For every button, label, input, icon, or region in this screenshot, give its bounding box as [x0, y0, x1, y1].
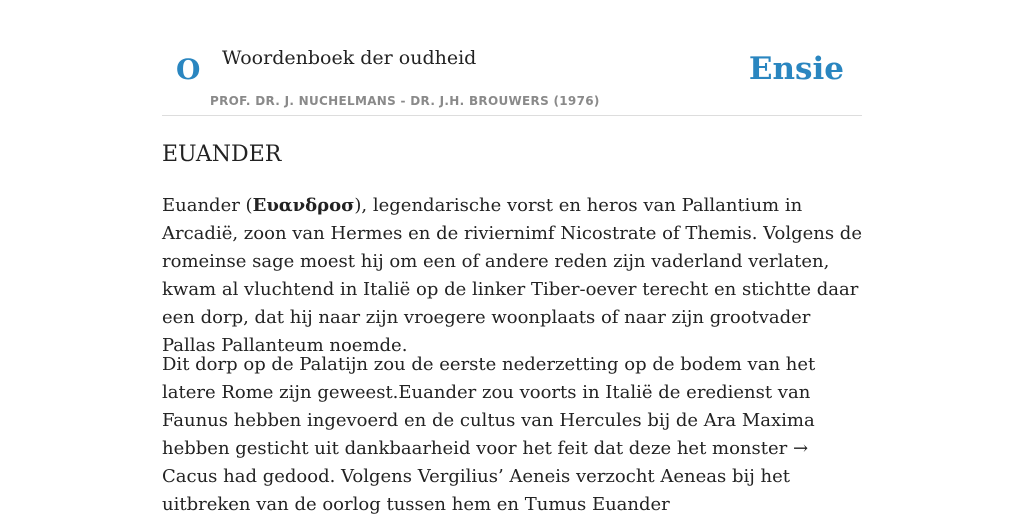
entry-title: EUANDER — [162, 142, 282, 167]
ensie-logo-link[interactable]: Ensie — [748, 51, 844, 87]
paragraph-text: ), legendarische vorst en heros van Pallantium in Arcadië, zoon van Hermes en de riviernimf Nicostrate of Themis. Volgens de romeinse sage moest hij om een of andere reden zijn vaderland verlaten, kwam al vluchtend in Italië op de linker Tiber-oever terecht en stichtte daar een dorp, dat hij naar zijn vroegere woonplaats of naar zijn grootvader Pallas Pallanteum noemde. — [162, 195, 862, 356]
page-header — [162, 0, 862, 116]
paragraph-text: Euander ( — [162, 195, 253, 216]
greek-name: Ευανδροσ — [252, 195, 355, 216]
paragraph-text: Dit dorp op de Palatijn zou de eerste nederzetting op de bodem van het latere Rome zijn geweest.Euander zou voorts in Italië de eredienst van Faunus hebben ingevoerd en de cultus van Hercules bij de Ara Maxima hebben gesticht uit dankbaarheid voor het feit dat deze het monster — [162, 354, 816, 459]
entry-paragraph-1 — [162, 192, 862, 360]
cross-reference-link-cacus[interactable]: → Cacus — [162, 438, 809, 487]
page — [162, 0, 862, 515]
index-letter[interactable]: O — [176, 53, 201, 86]
book-authors: PROF. DR. J. NUCHELMANS - DR. J.H. BROUWERS (1976) — [210, 94, 600, 108]
paragraph-text: had gedood. Volgens Vergilius’ Aeneis verzocht Aeneas bij het uitbreken van de oorlog tussen hem en Tumus Euander — [162, 466, 791, 515]
entry-paragraph-2 — [162, 351, 862, 519]
book-title[interactable]: Woordenboek der oudheid — [222, 47, 477, 69]
